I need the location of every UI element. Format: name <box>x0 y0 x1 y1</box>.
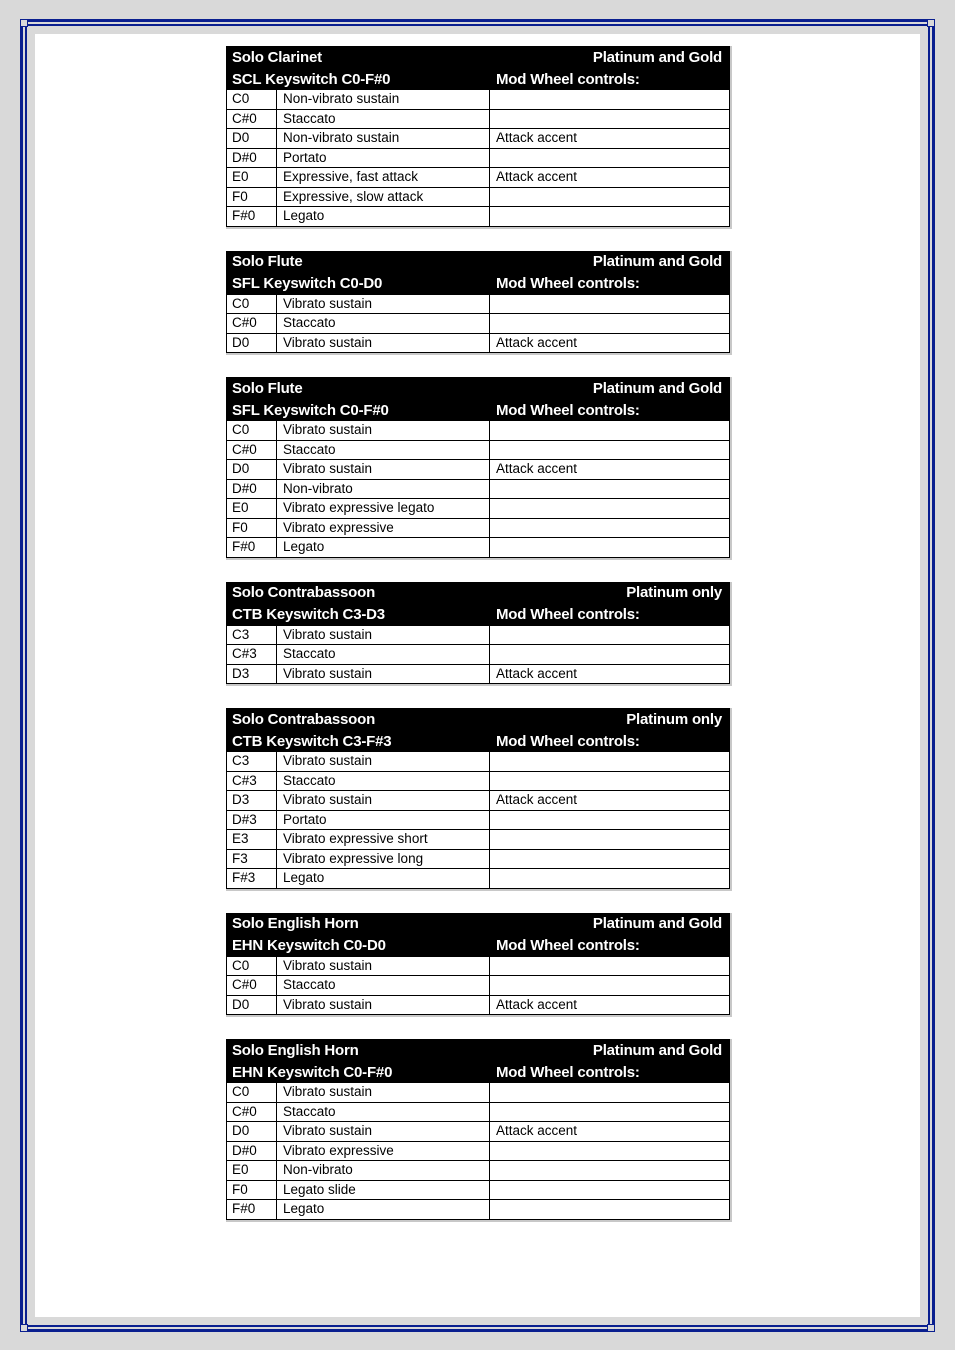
articulation-cell: Vibrato expressive long <box>277 850 490 869</box>
mod-wheel-cell <box>490 441 730 460</box>
instrument-title: Solo Flute <box>232 379 303 397</box>
key-cell: C#3 <box>227 645 277 664</box>
mod-wheel-cell <box>490 957 730 976</box>
key-cell: E3 <box>227 830 277 849</box>
key-cell: C#0 <box>227 976 277 995</box>
articulation-cell: Staccato <box>277 976 490 995</box>
keyswitch-table <box>226 582 732 687</box>
border-corner <box>20 19 28 27</box>
mod-wheel-cell: Attack accent <box>490 996 730 1015</box>
articulation-cell: Vibrato sustain <box>277 665 490 684</box>
table-row <box>227 752 730 772</box>
table-row <box>227 811 730 831</box>
key-cell: D3 <box>227 791 277 810</box>
table-body <box>226 957 730 1016</box>
articulation-cell: Expressive, slow attack <box>277 188 490 207</box>
mod-wheel-cell <box>490 976 730 995</box>
mod-wheel-cell <box>490 1200 730 1219</box>
border-corner <box>20 1324 28 1332</box>
table-row <box>227 1103 730 1123</box>
key-cell: F#0 <box>227 1200 277 1219</box>
articulation-cell: Staccato <box>277 441 490 460</box>
key-cell: F3 <box>227 850 277 869</box>
key-cell: F#0 <box>227 207 277 226</box>
instrument-title: Solo Flute <box>232 253 303 270</box>
articulation-cell: Vibrato sustain <box>277 957 490 976</box>
mod-wheel-cell <box>490 188 730 207</box>
articulation-cell: Non-vibrato sustain <box>277 90 490 109</box>
table-body <box>226 626 730 685</box>
table-header <box>226 582 730 626</box>
table-row <box>227 791 730 811</box>
articulation-cell: Staccato <box>277 314 490 333</box>
mod-wheel-cell <box>490 1181 730 1200</box>
instrument-title: Solo Contrabassoon <box>232 584 376 601</box>
edition-label: Platinum only <box>626 710 722 728</box>
key-cell: D0 <box>227 996 277 1015</box>
key-cell: C0 <box>227 957 277 976</box>
key-cell: F0 <box>227 1181 277 1200</box>
instrument-title: Solo Contrabassoon <box>232 710 376 728</box>
key-cell: C3 <box>227 626 277 645</box>
mod-wheel-cell <box>490 110 730 129</box>
mod-wheel-cell <box>490 752 730 771</box>
mod-wheel-cell <box>490 519 730 538</box>
table-row <box>227 869 730 889</box>
table-header <box>226 913 730 957</box>
mod-wheel-cell: Attack accent <box>490 665 730 684</box>
keyswitch-table <box>226 377 732 560</box>
table-row <box>227 1083 730 1103</box>
mod-wheel-cell <box>490 1161 730 1180</box>
keyswitch-range: EHN Keyswitch C0-F#0 <box>232 1063 393 1081</box>
articulation-cell: Vibrato sustain <box>277 626 490 645</box>
key-cell: D0 <box>227 334 277 353</box>
mod-wheel-cell <box>490 207 730 226</box>
key-cell: D0 <box>227 460 277 479</box>
table-row <box>227 1200 730 1220</box>
articulation-cell: Vibrato expressive <box>277 519 490 538</box>
table-row <box>227 626 730 646</box>
key-cell: D3 <box>227 665 277 684</box>
mod-wheel-cell <box>490 90 730 109</box>
mod-wheel-cell: Attack accent <box>490 129 730 148</box>
table-body <box>226 1083 730 1220</box>
mod-wheel-cell <box>490 1103 730 1122</box>
table-row <box>227 830 730 850</box>
border-corner <box>927 1324 935 1332</box>
articulation-cell: Vibrato expressive short <box>277 830 490 849</box>
keyswitch-table <box>226 913 732 1018</box>
table-row <box>227 314 730 334</box>
keyswitch-range: CTB Keyswitch C3-D3 <box>232 606 385 623</box>
keyswitch-range: CTB Keyswitch C3-F#3 <box>232 732 392 750</box>
edition-label: Platinum and Gold <box>592 48 722 66</box>
keyswitch-range: SCL Keyswitch C0-F#0 <box>232 70 391 88</box>
keyswitch-range: SFL Keyswitch C0-D0 <box>232 275 383 292</box>
mod-wheel-cell: Attack accent <box>490 791 730 810</box>
articulation-cell: Non-vibrato <box>277 1161 490 1180</box>
key-cell: C#0 <box>227 110 277 129</box>
key-cell: C3 <box>227 752 277 771</box>
table-row <box>227 110 730 130</box>
articulation-cell: Vibrato sustain <box>277 334 490 353</box>
key-cell: F#0 <box>227 538 277 557</box>
table-header <box>226 251 730 295</box>
edition-label: Platinum and Gold <box>592 253 722 270</box>
articulation-cell: Vibrato sustain <box>277 752 490 771</box>
table-row <box>227 90 730 110</box>
mod-wheel-header: Mod Wheel controls: <box>496 937 640 954</box>
key-cell: C#0 <box>227 314 277 333</box>
key-cell: C0 <box>227 1083 277 1102</box>
table-row <box>227 149 730 169</box>
keyswitch-table <box>226 708 732 891</box>
mod-wheel-cell <box>490 499 730 518</box>
table-row <box>227 295 730 315</box>
mod-wheel-header: Mod Wheel controls: <box>496 606 640 623</box>
table-header <box>226 46 730 90</box>
articulation-cell: Legato <box>277 869 490 888</box>
table-row <box>227 168 730 188</box>
mod-wheel-header: Mod Wheel controls: <box>496 1063 640 1081</box>
table-row <box>227 1181 730 1201</box>
table-row <box>227 1122 730 1142</box>
articulation-cell: Portato <box>277 811 490 830</box>
keyswitch-range: SFL Keyswitch C0-F#0 <box>232 401 389 419</box>
key-cell: D#3 <box>227 811 277 830</box>
articulation-cell: Staccato <box>277 645 490 664</box>
edition-label: Platinum and Gold <box>592 1041 722 1059</box>
articulation-cell: Vibrato expressive legato <box>277 499 490 518</box>
articulation-cell: Non-vibrato sustain <box>277 129 490 148</box>
keyswitch-table <box>226 46 732 229</box>
table-row <box>227 976 730 996</box>
keyswitch-range: EHN Keyswitch C0-D0 <box>232 937 386 954</box>
mod-wheel-cell <box>490 295 730 314</box>
mod-wheel-cell: Attack accent <box>490 1122 730 1141</box>
mod-wheel-cell <box>490 480 730 499</box>
mod-wheel-cell <box>490 149 730 168</box>
keyswitch-tables <box>226 46 732 1244</box>
edition-label: Platinum and Gold <box>592 915 722 932</box>
mod-wheel-cell <box>490 1142 730 1161</box>
key-cell: C#3 <box>227 772 277 791</box>
mod-wheel-cell <box>490 811 730 830</box>
articulation-cell: Vibrato sustain <box>277 295 490 314</box>
key-cell: F#3 <box>227 869 277 888</box>
table-row <box>227 480 730 500</box>
articulation-cell: Vibrato sustain <box>277 460 490 479</box>
table-row <box>227 1142 730 1162</box>
table-body <box>226 752 730 889</box>
mod-wheel-cell: Attack accent <box>490 334 730 353</box>
table-row <box>227 441 730 461</box>
keyswitch-table <box>226 1039 732 1222</box>
instrument-title: Solo English Horn <box>232 1041 359 1059</box>
keyswitch-table <box>226 251 732 356</box>
key-cell: E0 <box>227 1161 277 1180</box>
key-cell: C0 <box>227 90 277 109</box>
key-cell: D0 <box>227 129 277 148</box>
table-header <box>226 1039 730 1083</box>
articulation-cell: Non-vibrato <box>277 480 490 499</box>
mod-wheel-cell <box>490 645 730 664</box>
table-row <box>227 421 730 441</box>
key-cell: C#0 <box>227 1103 277 1122</box>
articulation-cell: Vibrato sustain <box>277 1122 490 1141</box>
key-cell: E0 <box>227 168 277 187</box>
table-row <box>227 772 730 792</box>
key-cell: D0 <box>227 1122 277 1141</box>
mod-wheel-header: Mod Wheel controls: <box>496 275 640 292</box>
table-row <box>227 207 730 227</box>
mod-wheel-cell <box>490 421 730 440</box>
edition-label: Platinum and Gold <box>592 379 722 397</box>
table-row <box>227 519 730 539</box>
table-row <box>227 460 730 480</box>
mod-wheel-cell <box>490 772 730 791</box>
key-cell: C0 <box>227 421 277 440</box>
articulation-cell: Legato <box>277 538 490 557</box>
table-row <box>227 129 730 149</box>
articulation-cell: Expressive, fast attack <box>277 168 490 187</box>
table-body <box>226 421 730 558</box>
articulation-cell: Legato <box>277 207 490 226</box>
mod-wheel-header: Mod Wheel controls: <box>496 70 640 88</box>
key-cell: C0 <box>227 295 277 314</box>
table-row <box>227 850 730 870</box>
mod-wheel-cell <box>490 830 730 849</box>
table-row <box>227 188 730 208</box>
articulation-cell: Vibrato sustain <box>277 421 490 440</box>
instrument-title: Solo English Horn <box>232 915 359 932</box>
table-row <box>227 538 730 558</box>
key-cell: E0 <box>227 499 277 518</box>
mod-wheel-cell <box>490 314 730 333</box>
key-cell: C#0 <box>227 441 277 460</box>
table-header <box>226 708 730 752</box>
mod-wheel-cell <box>490 538 730 557</box>
table-body <box>226 295 730 354</box>
articulation-cell: Portato <box>277 149 490 168</box>
articulation-cell: Staccato <box>277 772 490 791</box>
articulation-cell: Vibrato sustain <box>277 996 490 1015</box>
table-row <box>227 1161 730 1181</box>
table-header <box>226 377 730 421</box>
articulation-cell: Staccato <box>277 110 490 129</box>
key-cell: D#0 <box>227 480 277 499</box>
table-row <box>227 499 730 519</box>
mod-wheel-header: Mod Wheel controls: <box>496 401 640 419</box>
instrument-title: Solo Clarinet <box>232 48 322 66</box>
articulation-cell: Legato <box>277 1200 490 1219</box>
key-cell: D#0 <box>227 149 277 168</box>
articulation-cell: Vibrato sustain <box>277 1083 490 1102</box>
key-cell: F0 <box>227 519 277 538</box>
mod-wheel-cell: Attack accent <box>490 460 730 479</box>
mod-wheel-cell <box>490 1083 730 1102</box>
table-row <box>227 665 730 685</box>
table-row <box>227 334 730 354</box>
border-corner <box>927 19 935 27</box>
articulation-cell: Staccato <box>277 1103 490 1122</box>
mod-wheel-cell <box>490 626 730 645</box>
table-body <box>226 90 730 227</box>
table-row <box>227 996 730 1016</box>
mod-wheel-cell <box>490 869 730 888</box>
table-row <box>227 645 730 665</box>
mod-wheel-cell: Attack accent <box>490 168 730 187</box>
table-row <box>227 957 730 977</box>
mod-wheel-header: Mod Wheel controls: <box>496 732 640 750</box>
mod-wheel-cell <box>490 850 730 869</box>
edition-label: Platinum only <box>626 584 722 601</box>
key-cell: D#0 <box>227 1142 277 1161</box>
key-cell: F0 <box>227 188 277 207</box>
articulation-cell: Legato slide <box>277 1181 490 1200</box>
articulation-cell: Vibrato sustain <box>277 791 490 810</box>
articulation-cell: Vibrato expressive <box>277 1142 490 1161</box>
